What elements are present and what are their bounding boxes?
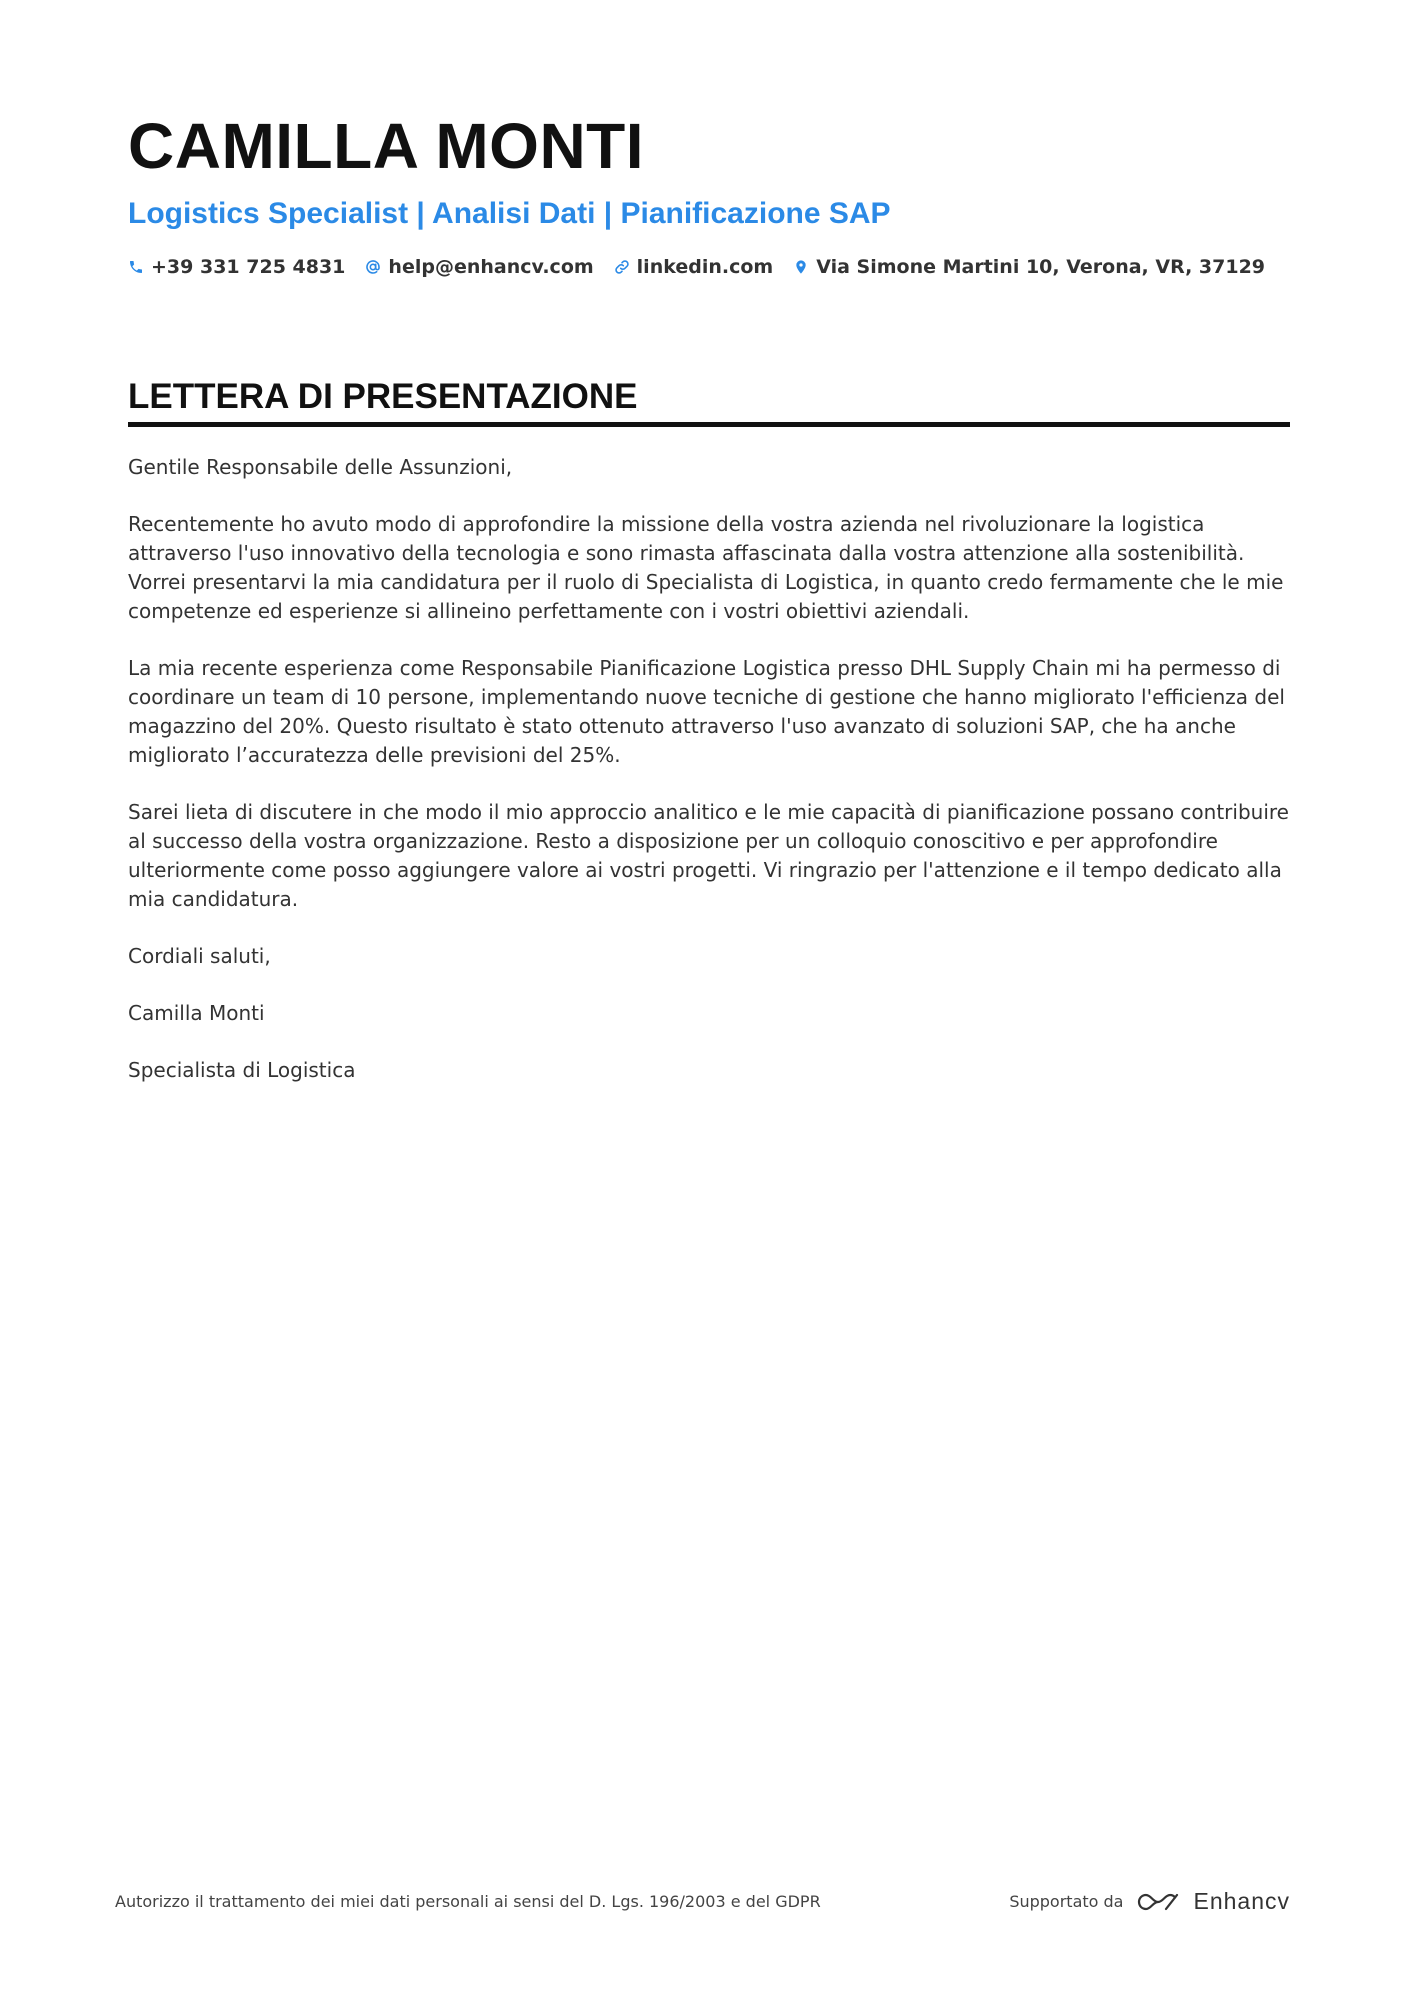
letter-paragraph: Sarei lieta di discutere in che modo il mio approccio analitico e le mie capacità di pianificazione possano contribuire al successo della vostra organizzazione. Resto a disposizione per un colloquio conoscitivo e per approfondire ulteriormente come posso aggiungere valore ai vostri progetti. Vi ringrazio per l'attenzione e il tempo dedicato alla mia candidatura.: [128, 800, 1289, 911]
letter-paragraph: Recentemente ho avuto modo di approfondire la missione della vostra azienda nel rivoluzionare la logistica attraverso l'uso innovativo della tecnologia e sono rimasta affascinata dalla vostra attenzione alla sostenibilità. Vorrei presentarvi la mia candidatura per il ruolo di Specialista di Logistica, in quanto credo fermamente che le mie competenze ed esperienze si allineino perfettamente con i vostri obiettivi aziendali.: [128, 512, 1284, 623]
contact-location-text: Via Simone Martini 10, Verona, VR, 37129: [816, 256, 1266, 278]
contact-link[interactable]: [614, 256, 774, 278]
letter-paragraph: La mia recente esperienza come Responsabile Pianificazione Logistica presso DHL Supply Chain mi ha permesso di coordinare un team di 10 persone, implementando nuove tecniche di gestione che hanno migliorato l'efficienza del magazzino del 20%. Questo risultato è stato ottenuto attraverso l'uso avanzato di soluzioni SAP, che ha anche migliorato l’accuratezza delle previsioni del 25%.: [128, 656, 1285, 767]
link-icon: [614, 259, 630, 275]
enhancv-logo-icon: [1135, 1890, 1181, 1914]
letter-signature-title: Specialista di Logistica: [128, 1058, 356, 1082]
contact-phone-text: +39 331 725 4831: [151, 256, 346, 278]
brand-name: Enhancv: [1193, 1888, 1290, 1914]
location-pin-icon: [793, 259, 809, 275]
powered-by[interactable]: [1009, 1888, 1290, 1915]
section-title: LETTERA DI PRESENTAZIONE: [128, 376, 1290, 427]
powered-by-label: Supportato da: [1009, 1892, 1124, 1911]
candidate-headline: Logistics Specialist | Analisi Dati | Pianificazione SAP: [128, 197, 891, 230]
contact-location: [793, 256, 1265, 278]
page-footer: [115, 1888, 1290, 1915]
letter-signature-name: Camilla Monti: [128, 1001, 265, 1025]
letter-body: [128, 453, 1290, 1085]
cover-letter-page: [128, 108, 1290, 1113]
candidate-name: CAMILLA MONTI: [128, 110, 645, 182]
contact-link-text: linkedin.com: [636, 256, 774, 278]
contact-email[interactable]: [365, 256, 593, 278]
contact-bar: [128, 256, 1290, 278]
phone-icon: [128, 259, 144, 275]
contact-phone[interactable]: [128, 256, 345, 278]
consent-text: Autorizzo il trattamento dei miei dati personali ai sensi del D. Lgs. 196/2003 e del GDPR: [115, 1892, 821, 1911]
contact-email-text: help@enhancv.com: [388, 256, 594, 278]
at-icon: [365, 259, 381, 275]
letter-closing: Cordiali saluti,: [128, 944, 271, 968]
letter-salutation: Gentile Responsabile delle Assunzioni,: [128, 455, 513, 479]
